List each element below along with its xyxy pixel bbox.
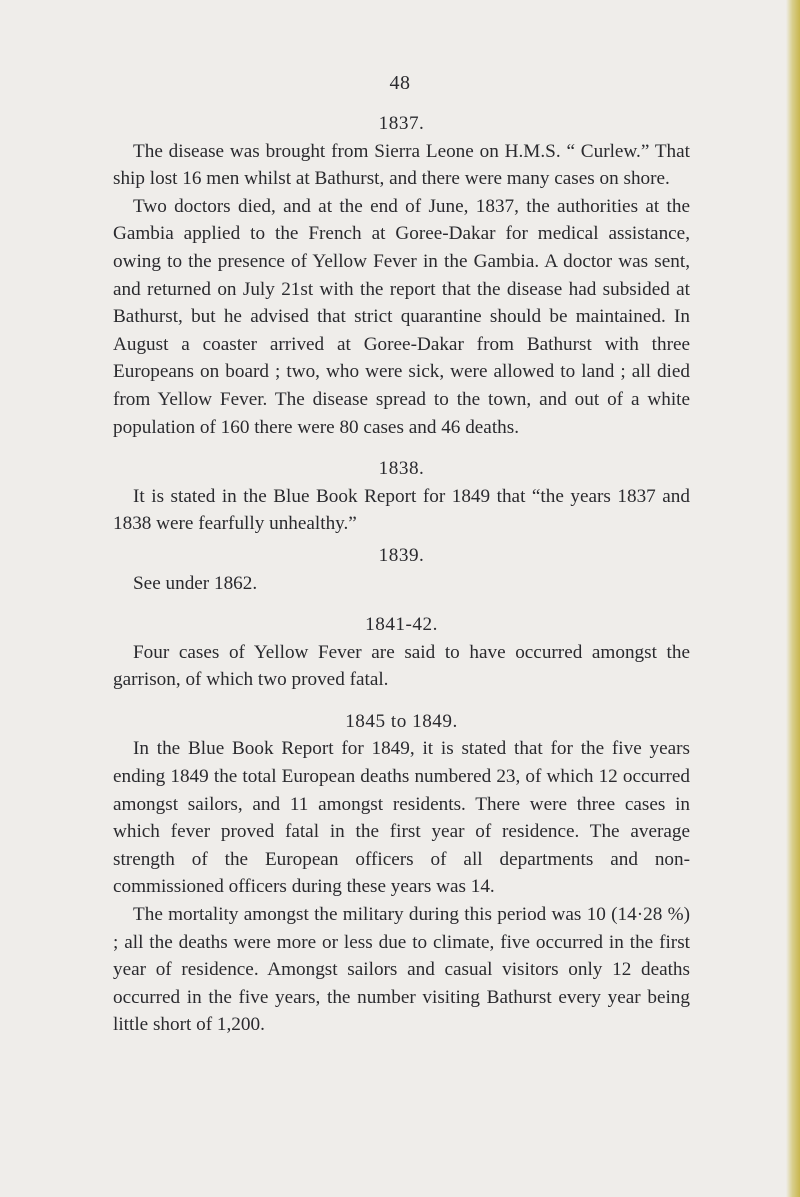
section-heading-1837: 1837. bbox=[378, 113, 425, 134]
section-heading-1845-to-1849: 1845 to 1849. bbox=[345, 710, 458, 732]
paragraph: The disease was brought from Sierra Leone on H.M.S. “ Curlew.” That ship lost 16 men whilst at Bathurst, and there were many cases on shore. bbox=[113, 140, 690, 190]
paragraph: It is stated in the Blue Book Report for 1849 that “the years 1837 and 1838 were fearfully unhealthy.” bbox=[113, 485, 690, 535]
paragraph: Two doctors died, and at the end of June, 1837, the authorities at the Gambia applied to the French at Goree-Dakar for medical assistance, owing to the presence of Yellow Fever in the Gambia. A doctor was sent, and returned on July 21st with the report that the disease had subsided at Bathurst, but he advised that strict quarantine should be maintained. In August a coaster arrived at Goree-Dakar from Bathurst with three Europeans on board ; two, who were sick, were allowed to land ; all died from Yellow Fever. The disease spread to the town, and out of a white population of 160 there were 80 cases and 46 deaths. bbox=[113, 195, 690, 438]
section-heading-1838: 1838. bbox=[378, 458, 425, 480]
page-edge bbox=[786, 0, 800, 1197]
paragraph: Four cases of Yellow Fever are said to have occurred amongst the garrison, of which two proved fatal. bbox=[113, 641, 690, 691]
paragraph: In the Blue Book Report for 1849, it is stated that for the five years ending 1849 the total European deaths numbered 23, of which 12 occurred amongst sailors, and 11 amongst residents. There were three cases in which fever proved fatal in the first year of residence. The average strength of the European officers of all departments and non-commissioned officers during these years was 14. bbox=[113, 738, 690, 898]
page-content bbox=[113, 110, 690, 1039]
section-heading-1841-42: 1841-42. bbox=[365, 614, 438, 636]
paragraph: The mortality amongst the military during this period was 10 (14·28 %) ; all the deaths were more or less due to climate, five occurred in the first year of residence. Amongst sailors and casual visitors only 12 deaths occurred in the five years, the number visiting Bathurst every year being little short of 1,200. bbox=[113, 904, 690, 1036]
section-heading-1839: 1839. bbox=[378, 544, 425, 566]
paragraph: See under 1862. bbox=[133, 572, 258, 594]
page-number: 48 bbox=[389, 72, 411, 94]
